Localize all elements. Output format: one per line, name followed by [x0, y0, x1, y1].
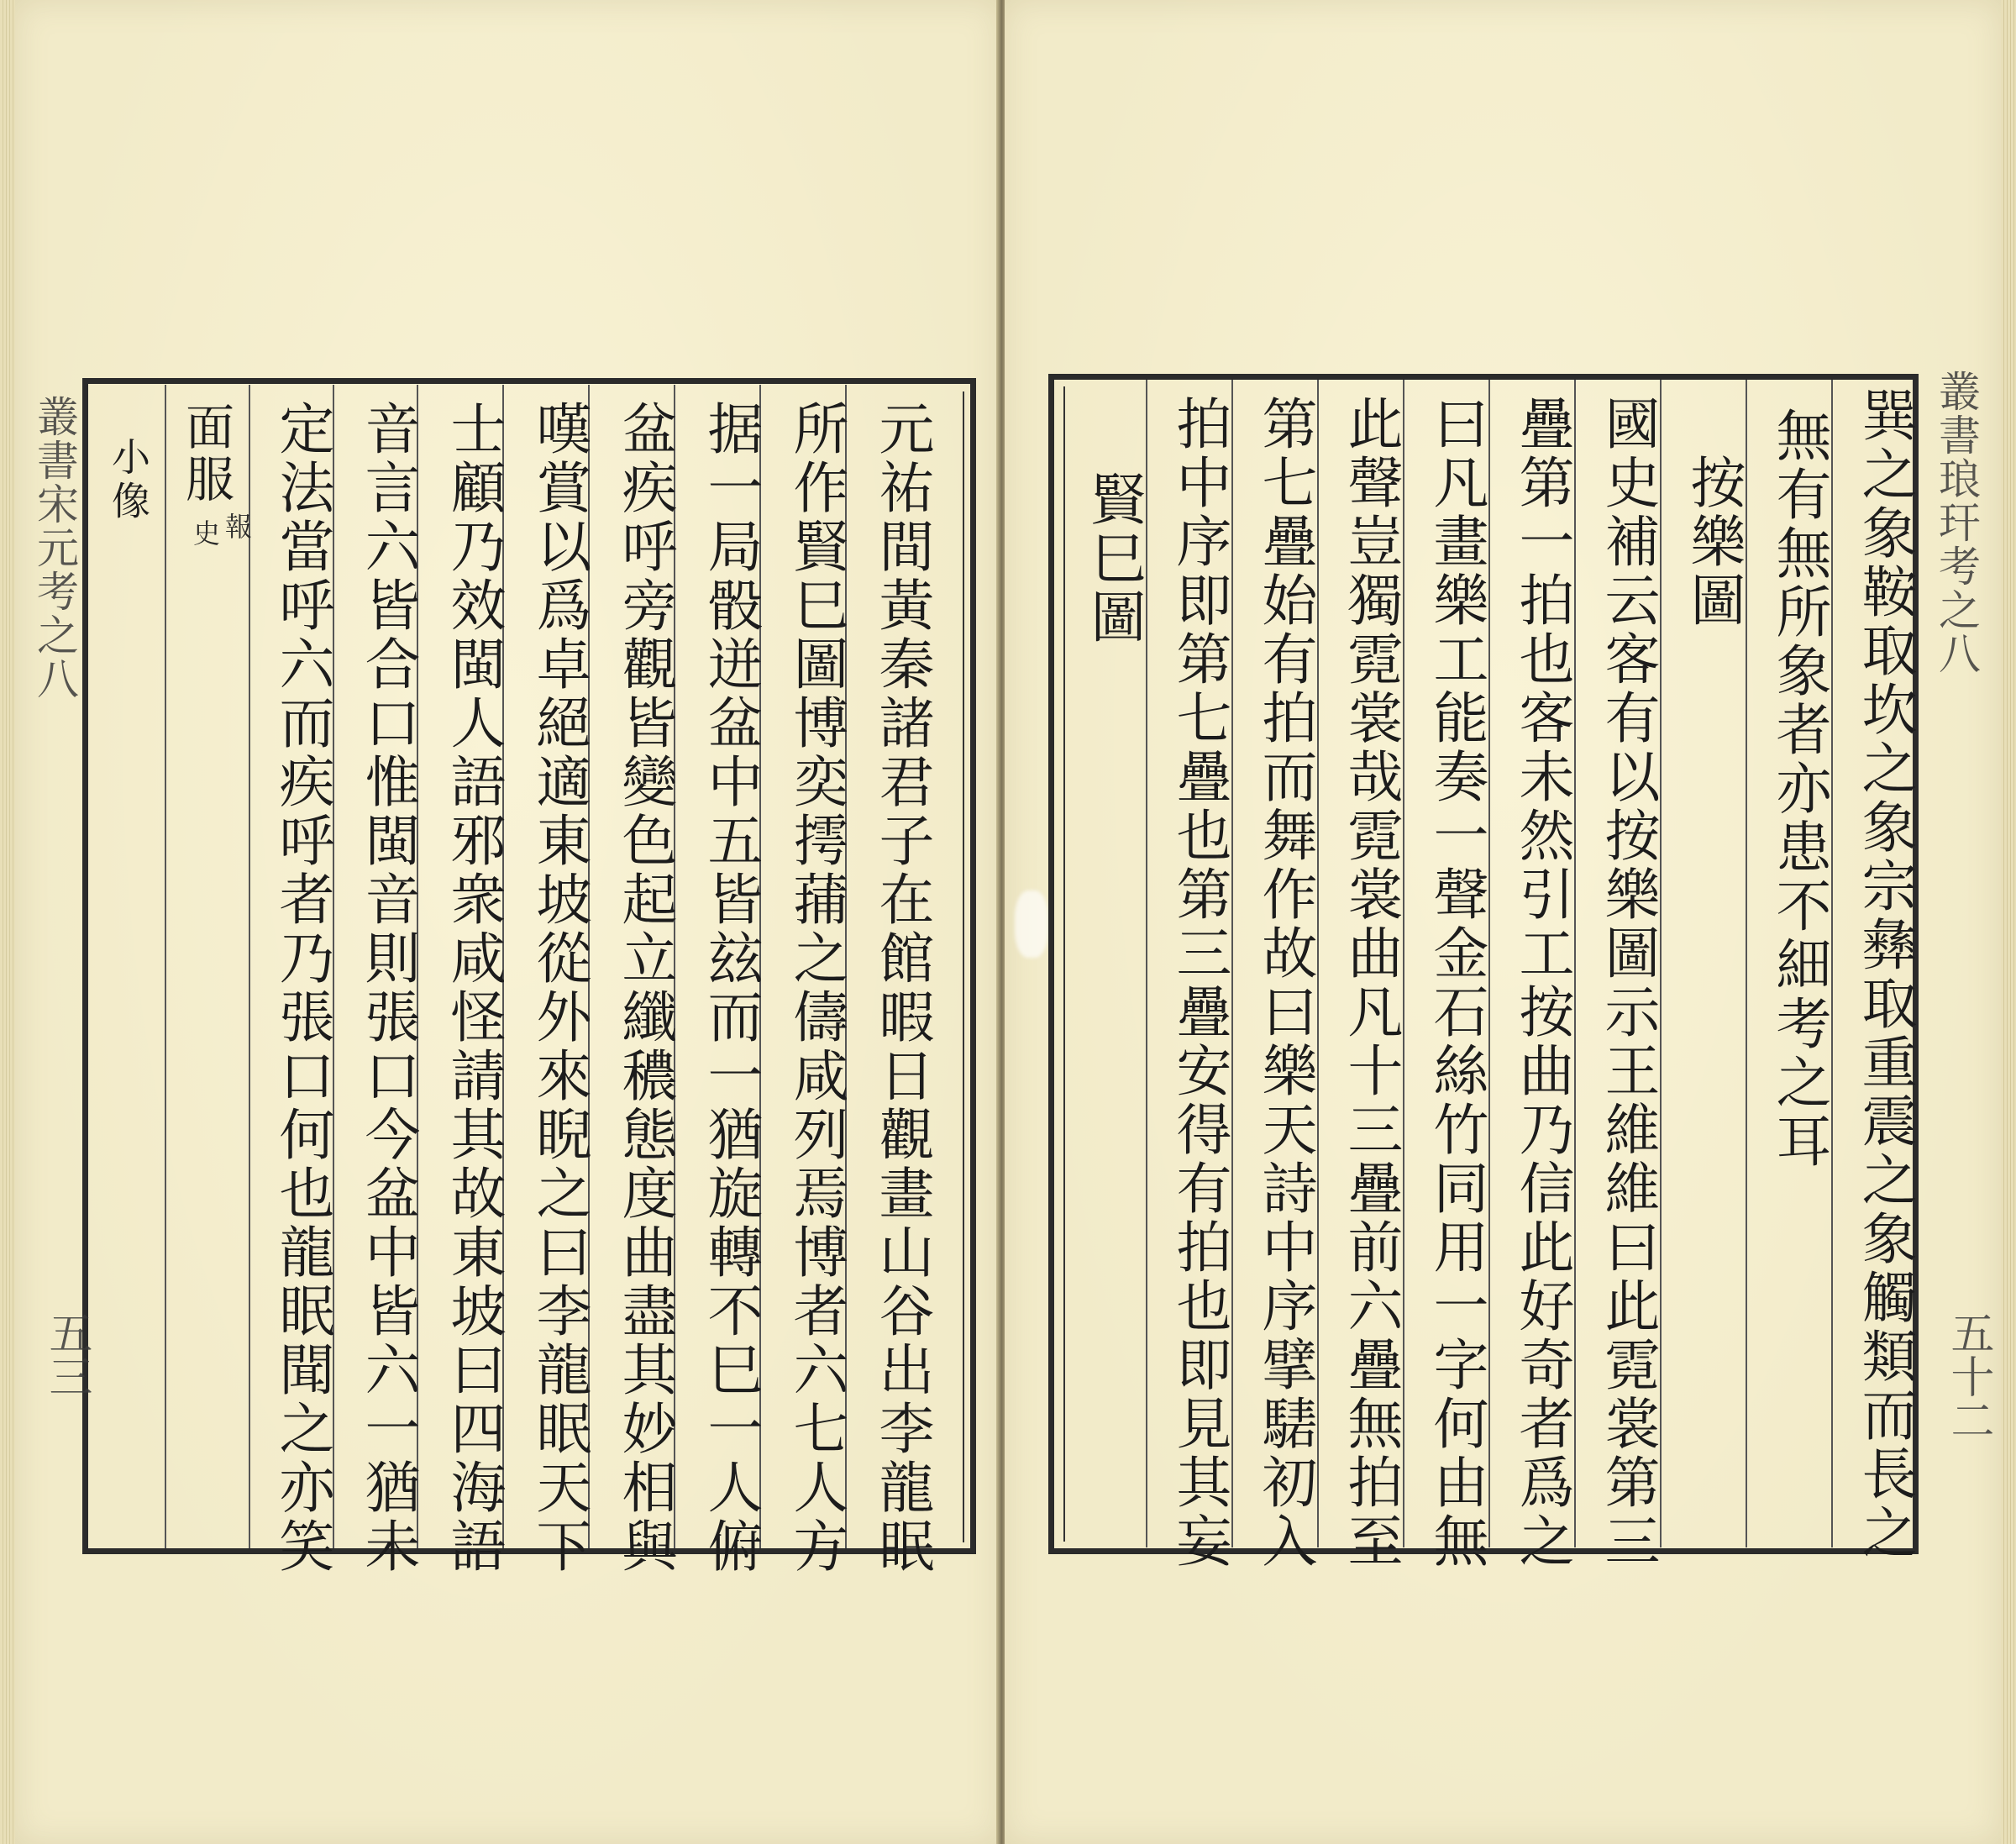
column-rule [1317, 380, 1319, 1547]
left-text-column-3: 据一局骰迸盆中五皆玆而一猶旋轉不巳一人俯 [698, 400, 763, 1576]
right-text-column-4: 國史補云客有以按樂圖示王維維曰此霓裳第三 [1595, 395, 1660, 1571]
left-note-sub1: 報 [221, 512, 253, 541]
left-note-sub2: 史 [189, 519, 221, 548]
left-text-column-7: 音言六皆合口惟閩音則張口今盆中皆六一猶未 [355, 400, 420, 1576]
column-rule [1146, 380, 1147, 1547]
right-section-heading-anyue: 按樂圖 [1681, 454, 1746, 630]
right-text-column-7: 此聲豈獨霓裳哉霓裳曲凡十三疊前六疊無拍至 [1338, 395, 1403, 1571]
column-rule [1660, 380, 1662, 1547]
right-text-column-1: 巽之象鞍取坎之象宗彝取重震之象觸類而長之 [1852, 386, 1917, 1563]
right-text-column-6: 曰凡畫樂工能奏一聲金石絲竹同用一字何由無 [1424, 395, 1488, 1571]
right-folio-number: 五十二 [1943, 1311, 1993, 1442]
right-page [1005, 0, 2001, 1844]
column-rule [165, 385, 166, 1548]
column-rule [1746, 380, 1747, 1547]
left-folio-number: 五三 [41, 1311, 92, 1398]
right-text-column-9: 拍中序即第七疊也第三疊安得有拍也即見其妄 [1167, 395, 1231, 1571]
left-text-column-1: 元祐間黃秦諸君子在館暇日觀畫山谷出李龍眠 [869, 400, 934, 1576]
column-rule [1403, 380, 1404, 1547]
paper-wear-spot [1015, 890, 1048, 958]
left-text-column-4: 盆疾呼旁觀皆變色起立纖穠態度曲盡其妙相與 [612, 400, 677, 1576]
column-rule [1231, 380, 1233, 1547]
left-small-heading: 小像 [106, 437, 151, 524]
column-rule [1574, 380, 1576, 1547]
left-text-column-5: 嘆賞以爲卓絕適東坡從外來睨之曰李龍眠天下 [527, 400, 591, 1576]
right-text-column-8: 第七疊始有拍而舞作故曰樂天詩中序擘騞初入 [1252, 395, 1317, 1571]
left-margin-title: 叢書宋元考之八 [30, 395, 79, 701]
left-page [15, 0, 1000, 1844]
left-text-column-6: 士顧乃效閩人語邪衆咸怪請其故東坡曰四海語 [441, 400, 506, 1576]
column-rule [1831, 380, 1833, 1547]
column-rule [249, 385, 250, 1548]
left-note-main: 面服 [177, 402, 234, 506]
right-text-column-5: 疊第一拍也客未然引工按曲乃信此好奇者爲之 [1509, 395, 1574, 1571]
column-rule [1488, 380, 1490, 1547]
left-text-column-2: 所作賢巳圖博奕摴蒱之儔咸列焉博者六七人方 [784, 400, 848, 1576]
right-section-heading-xianji: 賢巳圖 [1081, 470, 1146, 647]
right-margin-title: 叢書琅玕考之八 [1932, 370, 1981, 675]
right-text-column-2: 無有無所象者亦患不細考之耳 [1767, 407, 1831, 1171]
left-text-column-8: 定法當呼六而疾呼者乃張口何也龍眠聞之亦笑 [270, 400, 334, 1576]
